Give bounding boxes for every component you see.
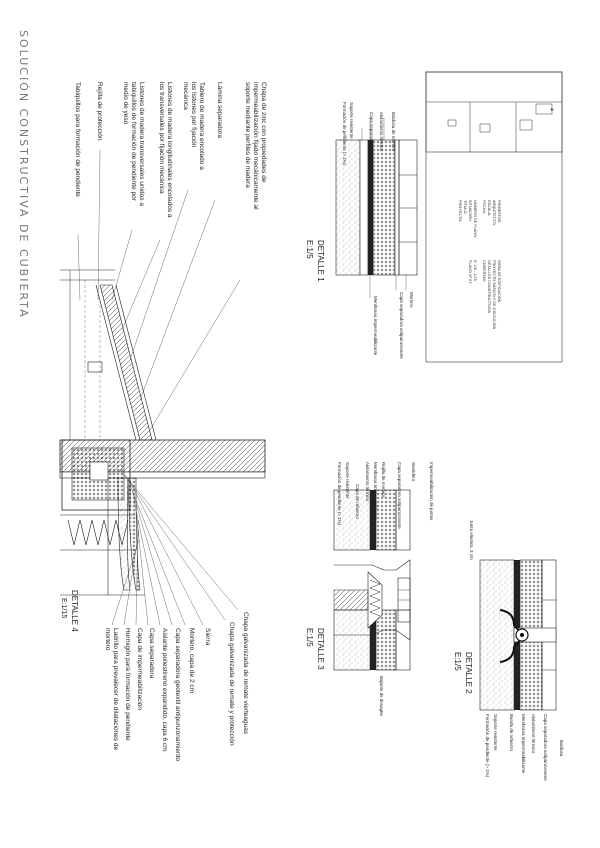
note-aislante: Aislante poliestireno expandido, capa 6 cm xyxy=(161,628,168,752)
detail-2-name: DETALLE 2 xyxy=(464,652,473,694)
note-chapa-zinc: Chapa de zinc con propiedades de xyxy=(260,82,267,183)
legend-left-col xyxy=(458,200,501,238)
detail-4-structure xyxy=(60,150,265,625)
detail-3 xyxy=(305,462,416,717)
title-block xyxy=(426,72,562,362)
detail-3-scale: E:1/5 xyxy=(305,628,314,647)
note-tabiquillos: Tabiquillos para formación de pendiente xyxy=(74,82,81,197)
note-soporte-perfiles: soporte mediante perfiles de madera xyxy=(244,82,251,188)
note-sierra: Sierra xyxy=(204,628,211,646)
d2-banda: Banda de refuerzo xyxy=(509,714,514,752)
note-hormigon: Hormigón para formación de pendiente xyxy=(124,628,131,741)
d1-capa-antipunzonante: Capa separadora antipunzonante xyxy=(399,292,404,359)
legend-numero: NÚMERO DE PLANO: xyxy=(473,200,477,239)
legend-plano-val: PLANO Nº 07 xyxy=(468,260,472,284)
detail-4-top-notes xyxy=(74,82,267,218)
legend-proyecto: PROYECTO: xyxy=(458,200,462,223)
legend-cubiertas: CUBIERTAS xyxy=(482,260,486,282)
note-lamina-separadora: Lámina separadora xyxy=(216,82,223,139)
legend-titulo: TÍTULO: xyxy=(463,200,467,215)
legend-right-col xyxy=(468,260,502,330)
d2-formacion: Formación de pendiente (> 1%) xyxy=(485,714,490,778)
note-listones-long: Listones de madera longitudinales encolados a xyxy=(166,82,173,218)
detail-3-name: DETALLE 3 xyxy=(316,628,325,670)
d3-bajante: Bajante de desagüe xyxy=(379,676,384,717)
note-vierteaguas: Chapa galvanizada de remate vierteaguas xyxy=(242,612,249,735)
d2-imper-juntas: Impermeabilización de juntas xyxy=(429,462,434,521)
legend-promotor: PROMOTOR: xyxy=(497,200,501,224)
detail-4 xyxy=(60,82,267,761)
d3-rejilla: Rejilla de mortero xyxy=(381,462,386,498)
detail-4-bottom-notes xyxy=(104,612,249,761)
d1-formacion-pendiente: Formación de pendiente (> 1%) xyxy=(342,102,347,166)
note-ladrillo-mortero: mortero xyxy=(104,628,111,651)
note-listones-yeso: medio de yeso xyxy=(122,82,129,125)
legend-escala-val: E: 1/5 - 1/15 xyxy=(473,260,477,281)
note-chapa-proteccion: Chapa galvanizada de remate y protección xyxy=(228,622,235,746)
d2-capa-antipunzonante: Capa separadora antipunzonante xyxy=(543,714,548,781)
note-impermeabilizacion: impermeabilización fijado mecánicamente al xyxy=(252,82,259,210)
d1-soporte: Soporte resistente xyxy=(349,102,354,139)
d3-refuerzo: Capa de refuerzo xyxy=(355,484,360,519)
svg-text:4: 4 xyxy=(548,108,554,111)
note-ladrillo: Ladrillo para prevalecer de dilataciones de xyxy=(112,628,119,751)
d3-formacion: Formación de pendiente (> 1%) xyxy=(337,462,342,526)
detail-1-name: DETALLE 1 xyxy=(316,240,325,282)
legend-fecha: FECHA: xyxy=(482,200,486,214)
legend-situacion: SITUACIÓN: xyxy=(468,200,472,222)
note-capa-geotextil: Capa separadora geotextil antipunzonamiento xyxy=(174,628,181,761)
d3-soporte: Soporte resistente xyxy=(345,462,350,499)
sheet-title: SOLUCIÓN CONSTRUCTIVA DE CUBIERTA xyxy=(17,30,30,319)
detail-2 xyxy=(429,462,564,781)
note-tablero-madera: Tablero de madera encolado a xyxy=(198,82,205,170)
note-impermeabilizacion-b: Capa de impermeabilización xyxy=(136,628,143,711)
note-tablero-fijacion: los listones por fijación xyxy=(190,82,197,148)
legend-detalles: DETALLES CONSTRUCTIVOS xyxy=(487,260,491,314)
note-mortero: Mortero, capa de 2 cm xyxy=(188,628,195,694)
d2-junta: Junta elástica, 3 cm xyxy=(469,520,474,560)
detail-1 xyxy=(305,102,417,359)
note-tablero-mecanica: mecánica xyxy=(182,82,189,110)
d1-capa-separadora: Capa separadora xyxy=(369,112,374,147)
legend-escala: ESCALA: xyxy=(487,200,491,217)
detail-4-name: DETALLE 4 xyxy=(70,590,79,632)
d1-membrana: Membrana impermeabilizante xyxy=(373,296,378,356)
d3-aislamiento: Aislamiento térmico xyxy=(365,462,370,502)
legend-obra: OBRA DE EDIFICACIÓN xyxy=(497,260,501,303)
d3-capa-antipunzonante: Capa separadora antipunzonante xyxy=(397,462,402,529)
note-capa-separadora: Capa separadora xyxy=(148,628,155,679)
d1-aislamiento: Aislamiento térmico xyxy=(379,112,384,152)
d3-membrana: Membrana impermeabilizante xyxy=(373,462,378,522)
note-rejilla: Rejilla de protección xyxy=(96,82,103,141)
d3-sumidero: Sumidero xyxy=(411,462,416,482)
legend-proyecto-basico: PROYECTO BÁSICO Y DE EJECUCIÓN xyxy=(492,260,496,330)
note-listones-long-fij: los transversales por fijación mecánica xyxy=(158,82,165,194)
legend-arquitecto: ARQUITECTO: xyxy=(492,200,496,226)
d2-soporte: Soporte resistente xyxy=(493,714,498,751)
d2-baldosa: Baldosa xyxy=(559,740,564,757)
note-listones-trans: Listones de madera transversales unidos a xyxy=(138,82,145,206)
detail-4-scale: E:1/15 xyxy=(60,598,67,619)
d1-baldosa: Baldosa de mortero xyxy=(391,112,396,152)
note-listones-tabiquillos: tabiquillos de formación de pendiente por xyxy=(130,82,137,201)
d2-aislamiento: Aislamiento térmico xyxy=(531,714,536,754)
detail-1-scale: E:1/5 xyxy=(305,240,314,259)
d1-mortero: Mortero xyxy=(409,292,414,308)
detail-2-scale: E:1/5 xyxy=(453,652,462,671)
d2-membrana: Membrana impermeabilizante xyxy=(521,714,526,774)
